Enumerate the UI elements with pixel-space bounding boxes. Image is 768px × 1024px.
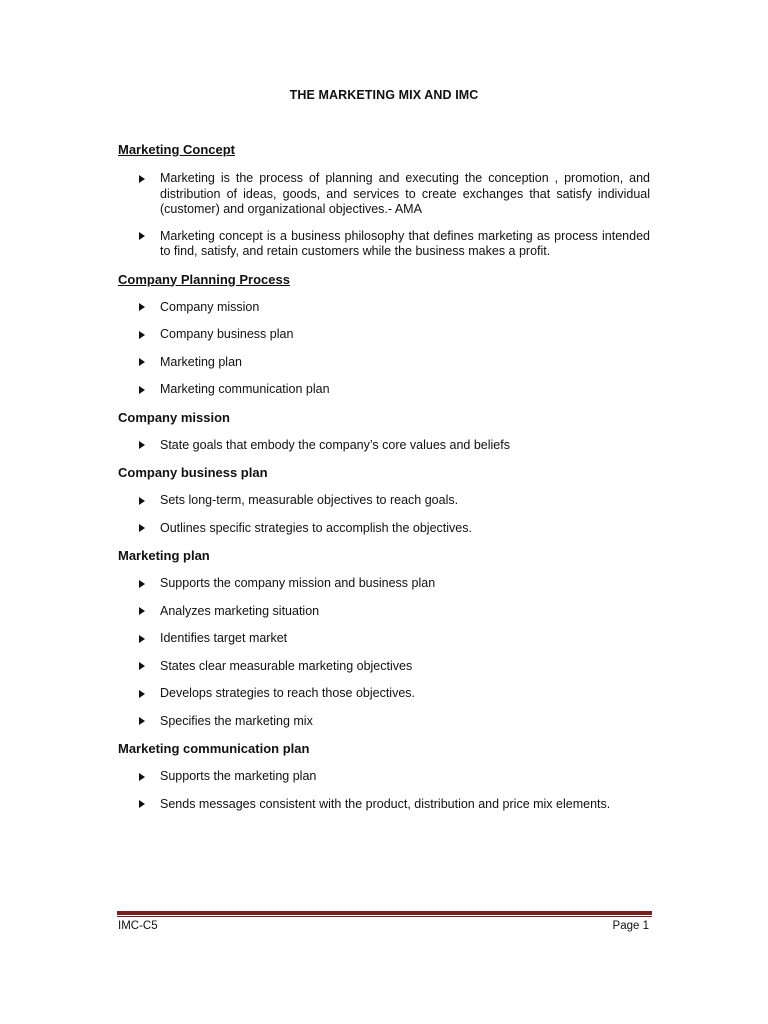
document-title: THE MARKETING MIX AND IMC [289,88,479,102]
footer-rule-thick [117,911,652,915]
footer-document-code: IMC-C5 [118,920,158,932]
section-company-planning-process [118,272,650,398]
list-item-text: Outlines specific strategies to accomplish the objectives. [160,520,472,535]
list-item-text: Company business plan [160,327,294,341]
bullet-triangle-icon [139,800,145,808]
section-heading: Marketing communication plan [118,741,310,756]
bullet-triangle-icon [139,607,145,615]
list-item [118,355,650,371]
bullet-triangle-icon [139,690,145,698]
section-heading: Company mission [118,409,230,425]
section-heading: Company business plan [118,465,268,480]
bullet-triangle-icon [139,386,145,394]
list-item-text: Sends messages consistent with the product, distribution and price mix elements. [160,796,611,811]
list-item [118,769,650,785]
section-heading: Company Planning Process [118,271,290,287]
list-item-text: States clear measurable marketing objectives [160,658,413,673]
section-company-mission [118,410,650,454]
list-item-text: Identifies target market [160,631,288,645]
bullet-triangle-icon [139,717,145,725]
bullet-triangle-icon [139,358,145,366]
list-item-text: Marketing concept is a business philosophy that defines marketing as process intended to find, satisfy, and retain customers while the business makes a profit. [160,228,650,258]
bullet-triangle-icon [139,303,145,311]
list-item [118,714,650,730]
bullet-triangle-icon [139,331,145,339]
section-heading: Marketing Concept [118,142,236,157]
section-marketing-plan [118,548,650,729]
bullet-triangle-icon [139,497,145,505]
list-item-text: Supports the marketing plan [160,769,317,783]
bullet-triangle-icon [139,232,145,240]
list-item [118,521,650,537]
bullet-triangle-icon [139,635,145,643]
list-item-text: Analyzes marketing situation [160,603,320,618]
list-item-text: Marketing is the process of planning and executing the conception , promotion, and distribution of ideas, goods, and services to create exchanges that satisfy individual (customer) and organizational objectives.- AMA [160,171,650,216]
list-item-text: State goals that embody the company’s core values and beliefs [160,437,510,452]
list-item [118,797,650,813]
list-item [118,327,650,343]
list-item-text: Specifies the marketing mix [160,713,313,728]
footer-page-number: Page 1 [612,920,649,932]
bullet-triangle-icon [139,441,145,449]
footer-rule-thin [117,916,652,917]
bullet-triangle-icon [139,773,145,781]
list-item [118,171,650,218]
list-item [118,686,650,702]
list-item [118,493,650,509]
list-item [118,229,650,260]
list-item [118,438,650,454]
list-item [118,659,650,675]
list-item-text: Company mission [160,299,260,314]
list-item [118,300,650,316]
section-company-business-plan [118,465,650,536]
list-item [118,382,650,398]
list-item-text: Supports the company mission and business plan [160,576,436,590]
list-item-text: Develops strategies to reach those objectives. [160,686,415,700]
list-item-text: Sets long-term, measurable objectives to reach goals. [160,493,459,507]
bullet-triangle-icon [139,580,145,588]
section-marketing-communication-plan [118,741,650,812]
bullet-triangle-icon [139,662,145,670]
bullet-triangle-icon [139,524,145,532]
document-body [118,142,650,812]
list-item [118,576,650,592]
section-heading: Marketing plan [118,548,210,563]
list-item [118,631,650,647]
bullet-triangle-icon [139,175,145,183]
list-item-text: Marketing communication plan [160,382,330,396]
section-marketing-concept [118,142,650,260]
list-item-text: Marketing plan [160,354,242,369]
list-item [118,604,650,620]
